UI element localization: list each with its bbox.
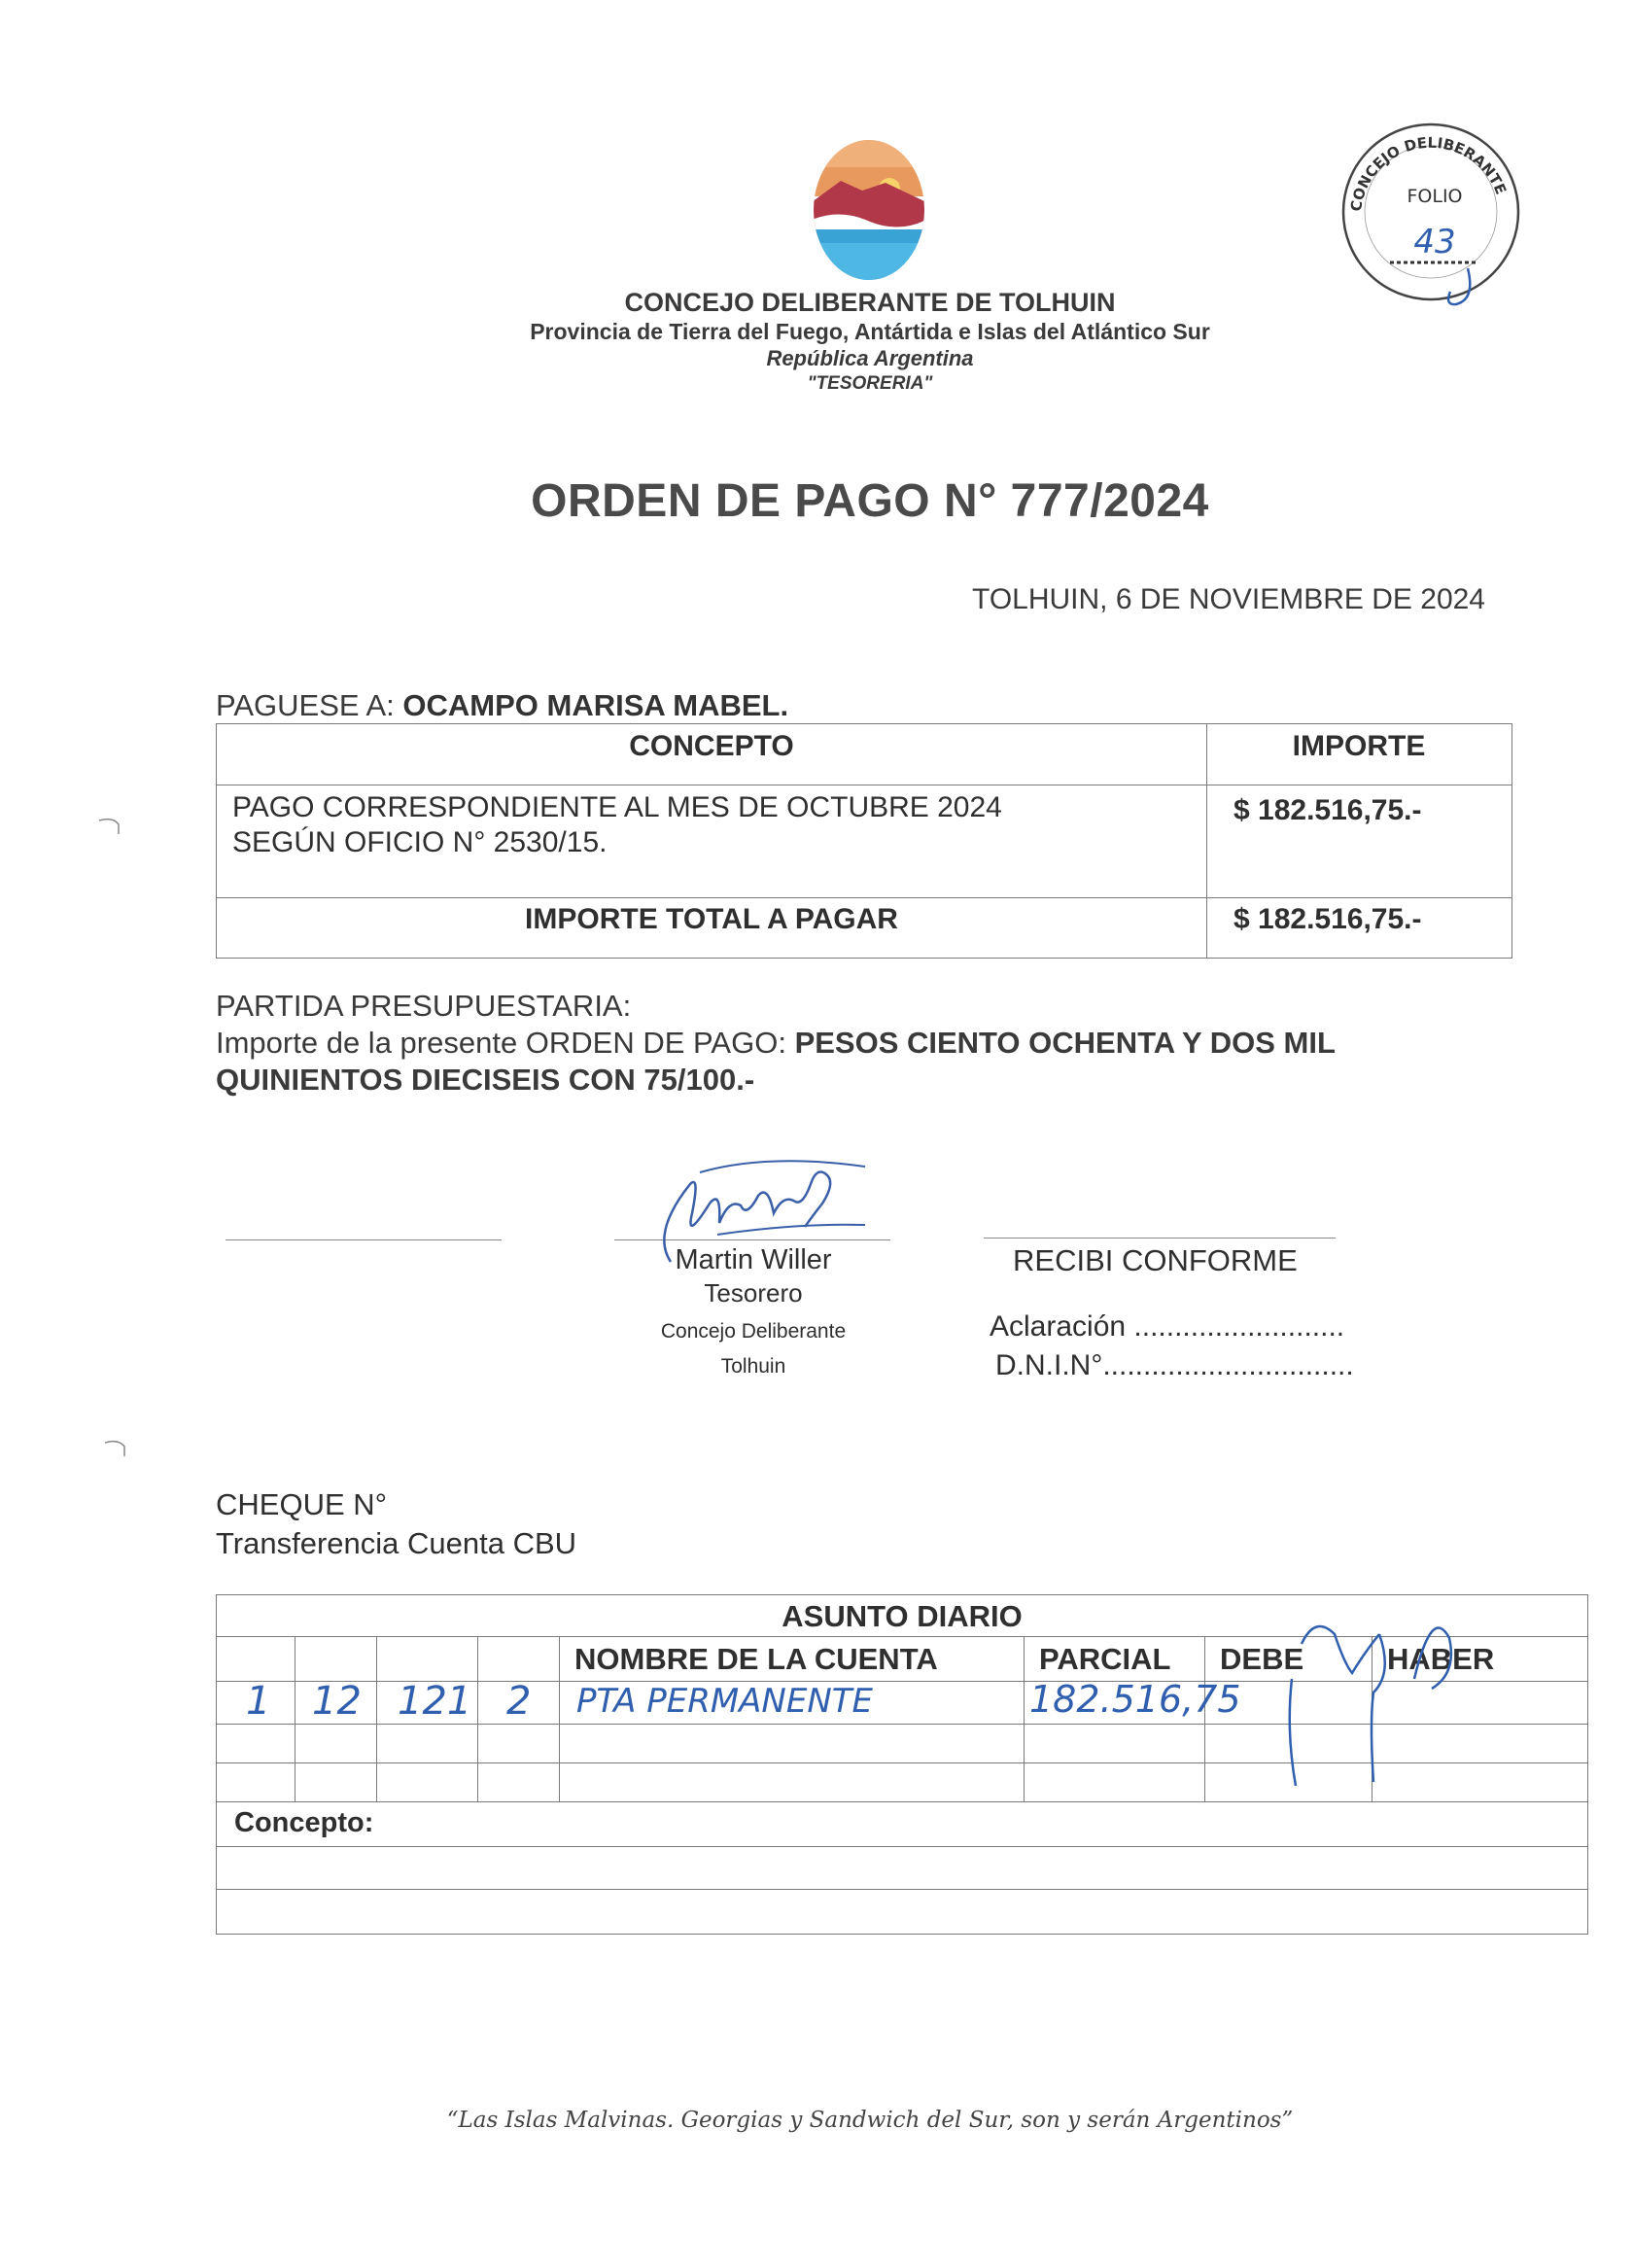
payment-table — [216, 723, 1512, 959]
payment-concept-line-1: PAGO CORRESPONDIENTE AL MES DE OCTUBRE 2024 — [232, 791, 1002, 823]
handwritten-parcial: 182.516,75 — [1029, 1678, 1241, 1721]
column-header-concepto: CONCEPTO — [629, 730, 794, 762]
org-department: "TESORERIA" — [807, 373, 933, 394]
payee-name: OCAMPO MARISA MABEL. — [402, 688, 789, 722]
transfer-label: Transferencia Cuenta CBU — [216, 1526, 577, 1560]
org-name: CONCEJO DELIBERANTE DE TOLHUIN — [624, 288, 1116, 317]
total-amount: $ 182.516,75.- — [1233, 903, 1422, 935]
stamp-ring-text: CONCEJO DELIBERANTE — [1346, 133, 1511, 213]
folio-stamp-graphic — [1332, 105, 1526, 309]
payee-line — [216, 688, 788, 723]
margin-hole-mark-2 — [103, 1437, 130, 1460]
date-line: TOLHUIN, 6 DE NOVIEMBRE DE 2024 — [972, 583, 1485, 615]
document-title: ORDEN DE PAGO N° 777/2024 — [531, 475, 1209, 527]
payee-label: PAGUESE A: — [216, 688, 395, 722]
council-logo — [812, 138, 926, 282]
payment-concept-line-2: SEGÚN OFICIO N° 2530/15. — [232, 826, 608, 858]
total-label: IMPORTE TOTAL A PAGAR — [525, 903, 898, 935]
stamp-folio-label: FOLIO — [1407, 186, 1463, 207]
org-province: Provincia de Tierra del Fuego, Antártida e Islas del Atlántico Sur — [530, 319, 1210, 344]
org-country: República Argentina — [766, 346, 974, 370]
payment-amount: $ 182.516,75.- — [1233, 794, 1422, 826]
column-header-haber: HABER — [1387, 1642, 1495, 1676]
recibi-conforme: RECIBI CONFORME — [1013, 1243, 1298, 1277]
journal-concepto-label: Concepto: — [234, 1807, 374, 1838]
column-header-importe: IMPORTE — [1292, 730, 1426, 762]
budget-section — [216, 988, 1336, 1099]
stamp-folio-number: 43 — [1413, 223, 1456, 262]
handwritten-code-1: 1 — [246, 1679, 271, 1724]
payment-concept — [232, 790, 1002, 860]
amount-words-2: QUINIENTOS DIECISEIS CON 75/100.- — [216, 1063, 755, 1097]
budget-label: PARTIDA PRESUPUESTARIA: — [216, 989, 632, 1023]
cheque-label: CHEQUE N° — [216, 1487, 388, 1521]
folio-stamp — [1332, 105, 1526, 309]
handwritten-account: PTA PERMANENTE — [576, 1682, 874, 1721]
handwritten-entries — [217, 1595, 1587, 1934]
handwritten-code-3: 121 — [398, 1679, 472, 1724]
signature-line-left — [226, 1239, 502, 1240]
footer-motto: “Las Islas Malvinas. Georgias y Sandwich del Sur, son y serán Argentinos” — [446, 2108, 1294, 2133]
aclaracion-field: Aclaración .......................... — [990, 1310, 1345, 1343]
signature-line-receiver — [984, 1238, 1336, 1239]
handwritten-code-4: 2 — [506, 1679, 532, 1724]
amount-words-prefix: Importe de la presente ORDEN DE PAGO: — [216, 1026, 786, 1060]
signer-org-1: Concejo Deliberante — [660, 1320, 847, 1343]
journal-title: ASUNTO DIARIO — [782, 1599, 1023, 1633]
signer-role: Tesorero — [704, 1278, 803, 1308]
journal-table — [216, 1594, 1588, 1935]
signer-org-2: Tolhuin — [720, 1355, 786, 1378]
amount-words-1: PESOS CIENTO OCHENTA Y DOS MIL — [794, 1026, 1336, 1060]
handwritten-code-2: 12 — [312, 1679, 362, 1724]
margin-hole-mark-1 — [97, 815, 124, 838]
signer-name: Martin Willer — [675, 1244, 832, 1275]
dni-field: D.N.I.N°............................... — [995, 1349, 1354, 1381]
column-header-nombre: NOMBRE DE LA CUENTA — [574, 1642, 938, 1676]
column-header-parcial: PARCIAL — [1039, 1642, 1171, 1676]
column-header-debe: DEBE — [1220, 1642, 1304, 1676]
